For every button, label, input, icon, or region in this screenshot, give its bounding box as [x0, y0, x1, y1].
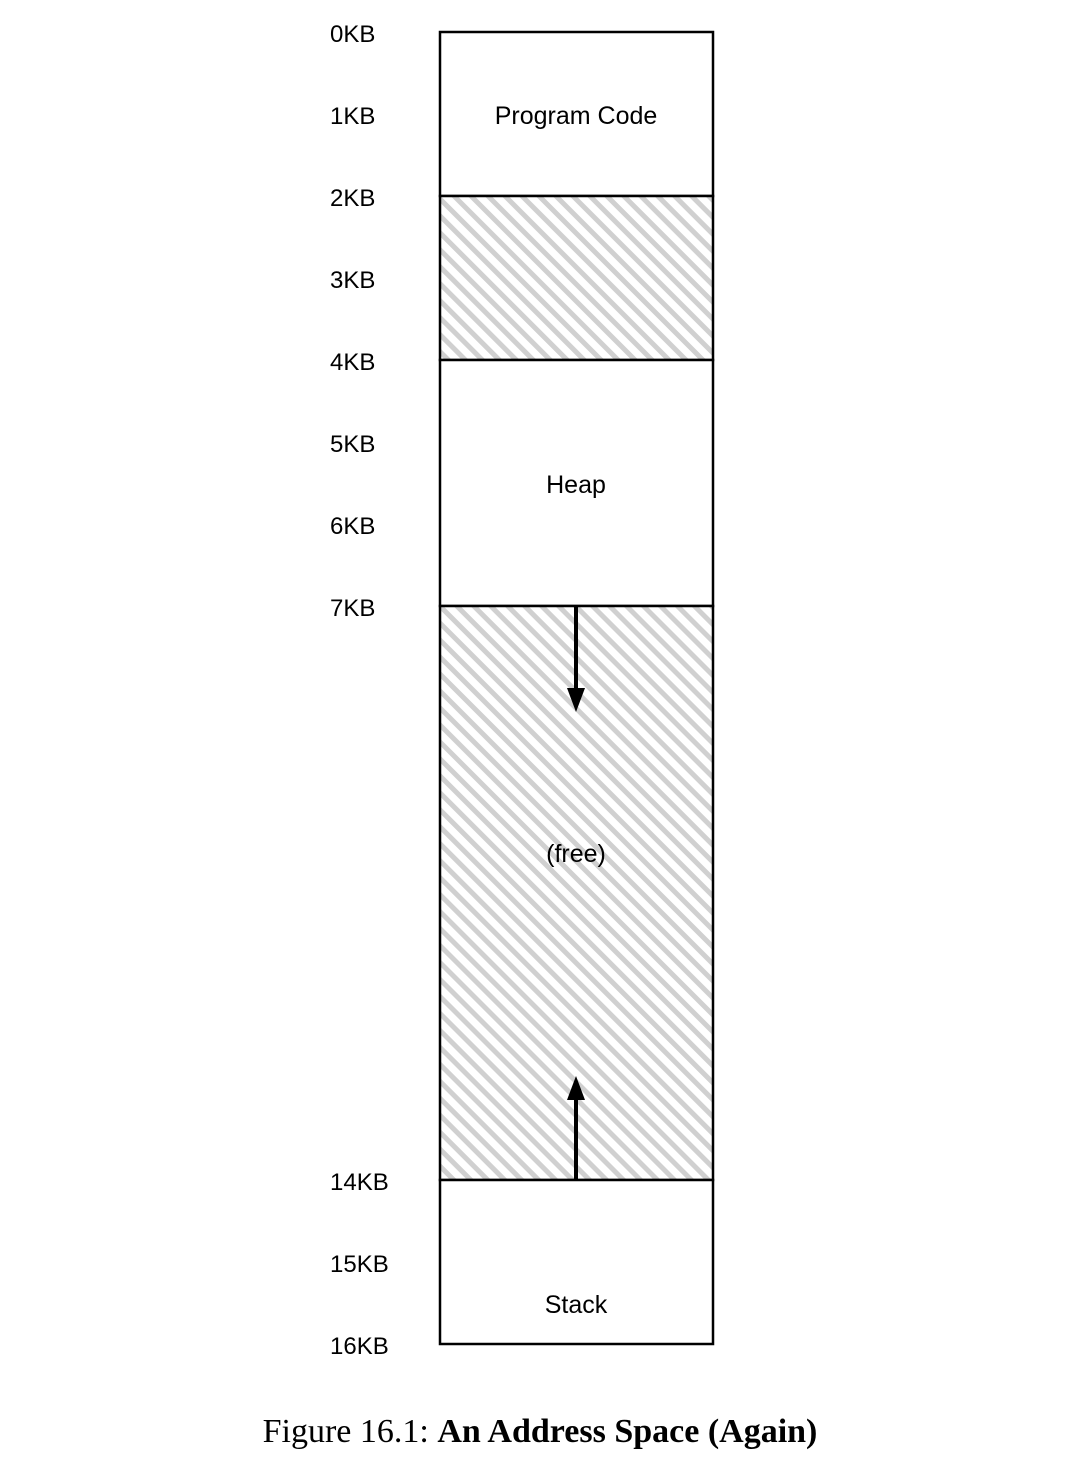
address-label: 3KB — [330, 267, 376, 294]
figure-caption — [0, 1412, 1080, 1452]
stack-label: Stack — [544, 1291, 608, 1319]
address-label: 6KB — [330, 513, 376, 540]
stack-segment — [440, 1180, 713, 1344]
address-label: 7KB — [330, 595, 376, 622]
caption-prefix: Figure 16.1: — [262, 1413, 429, 1450]
heap-label: Heap — [546, 471, 606, 499]
address-label: 4KB — [330, 349, 376, 376]
address-label: 0KB — [330, 21, 376, 48]
address-label: 16KB — [330, 1333, 389, 1360]
unused-segment — [440, 196, 713, 360]
address-label: 5KB — [330, 431, 376, 458]
caption-title: An Address Space (Again) — [437, 1413, 818, 1450]
address-label: 14KB — [330, 1169, 389, 1196]
free-label: (free) — [546, 840, 606, 868]
address-label: 2KB — [330, 185, 376, 212]
address-label: 1KB — [330, 103, 376, 130]
program-code-label: Program Code — [494, 102, 658, 130]
address-label: 15KB — [330, 1251, 389, 1278]
address-labels — [330, 21, 389, 1360]
